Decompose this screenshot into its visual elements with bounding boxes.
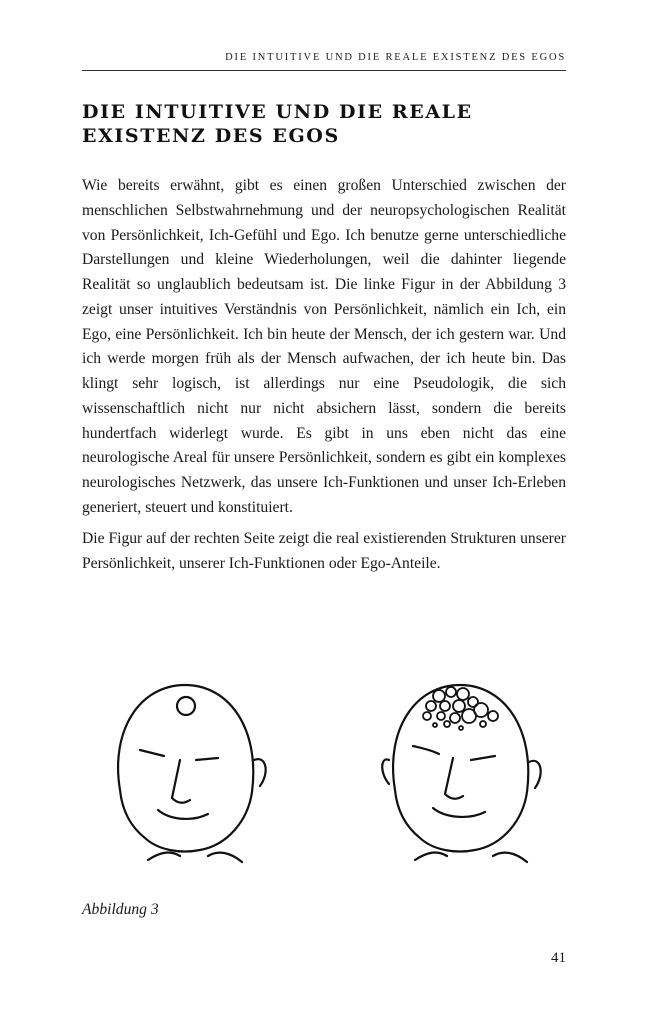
body-paragraph-1: Wie bereits erwähnt, gibt es einen großen Unterschied zwischen der menschlichen Selbstwahrnehmung und der neuropsychologischen Realität von Persönlichkeit, Ich-Gefühl und Ego. Ich benutze gerne unterschiedliche Darstellungen und kleine Wiederholungen, weil die dahinter liegende Realität so unglaublich bedeutsam ist. Die linke Figur in der Abbildung 3 zeigt unser intuitives Verständnis von Persönlichkeit, nämlich ein Ich, ein Ego, eine Persönlichkeit. Ich bin heute der Mensch, der ich gestern war. Und ich werde morgen früh als der Mensch aufwachen, der ich heute bin. Das klingt sehr logisch, ist allerdings nur eine Pseudologik, die sich wissenschaftlich nicht nur nicht absichern lässt, sondern die bereits hundertfach widerlegt wurde. Es gibt in uns eben nicht das eine neurologische Areal für unsere Persönlichkeit, sondern es gibt ein komplexes neurologisches Netzwerk, das unsere Ich-Funktionen und unser Ich-Erleben generiert, steuert und konstituiert. [82,177,566,516]
chapter-title-line-1: DIE INTUITIVE UND DIE REALE [82,101,473,123]
figure-illustration [100,680,560,890]
running-head: DIE INTUITIVE UND DIE REALE EXISTENZ DES EGOS [225,52,566,63]
chapter-title [82,100,566,148]
head-single-circle-icon [118,685,266,862]
page-number: 41 [551,950,566,966]
body-paragraph-2: Die Figur auf der rechten Seite zeigt die real existierenden Strukturen unserer Persönlichkeit, unserer Ich-Funktionen oder Ego-Anteile. [82,530,566,572]
figure-caption: Abbildung 3 [82,901,159,918]
head-circle-cluster-icon [382,685,540,862]
header-rule [82,70,566,71]
chapter-title-line-2: EXISTENZ DES EGOS [82,125,340,147]
